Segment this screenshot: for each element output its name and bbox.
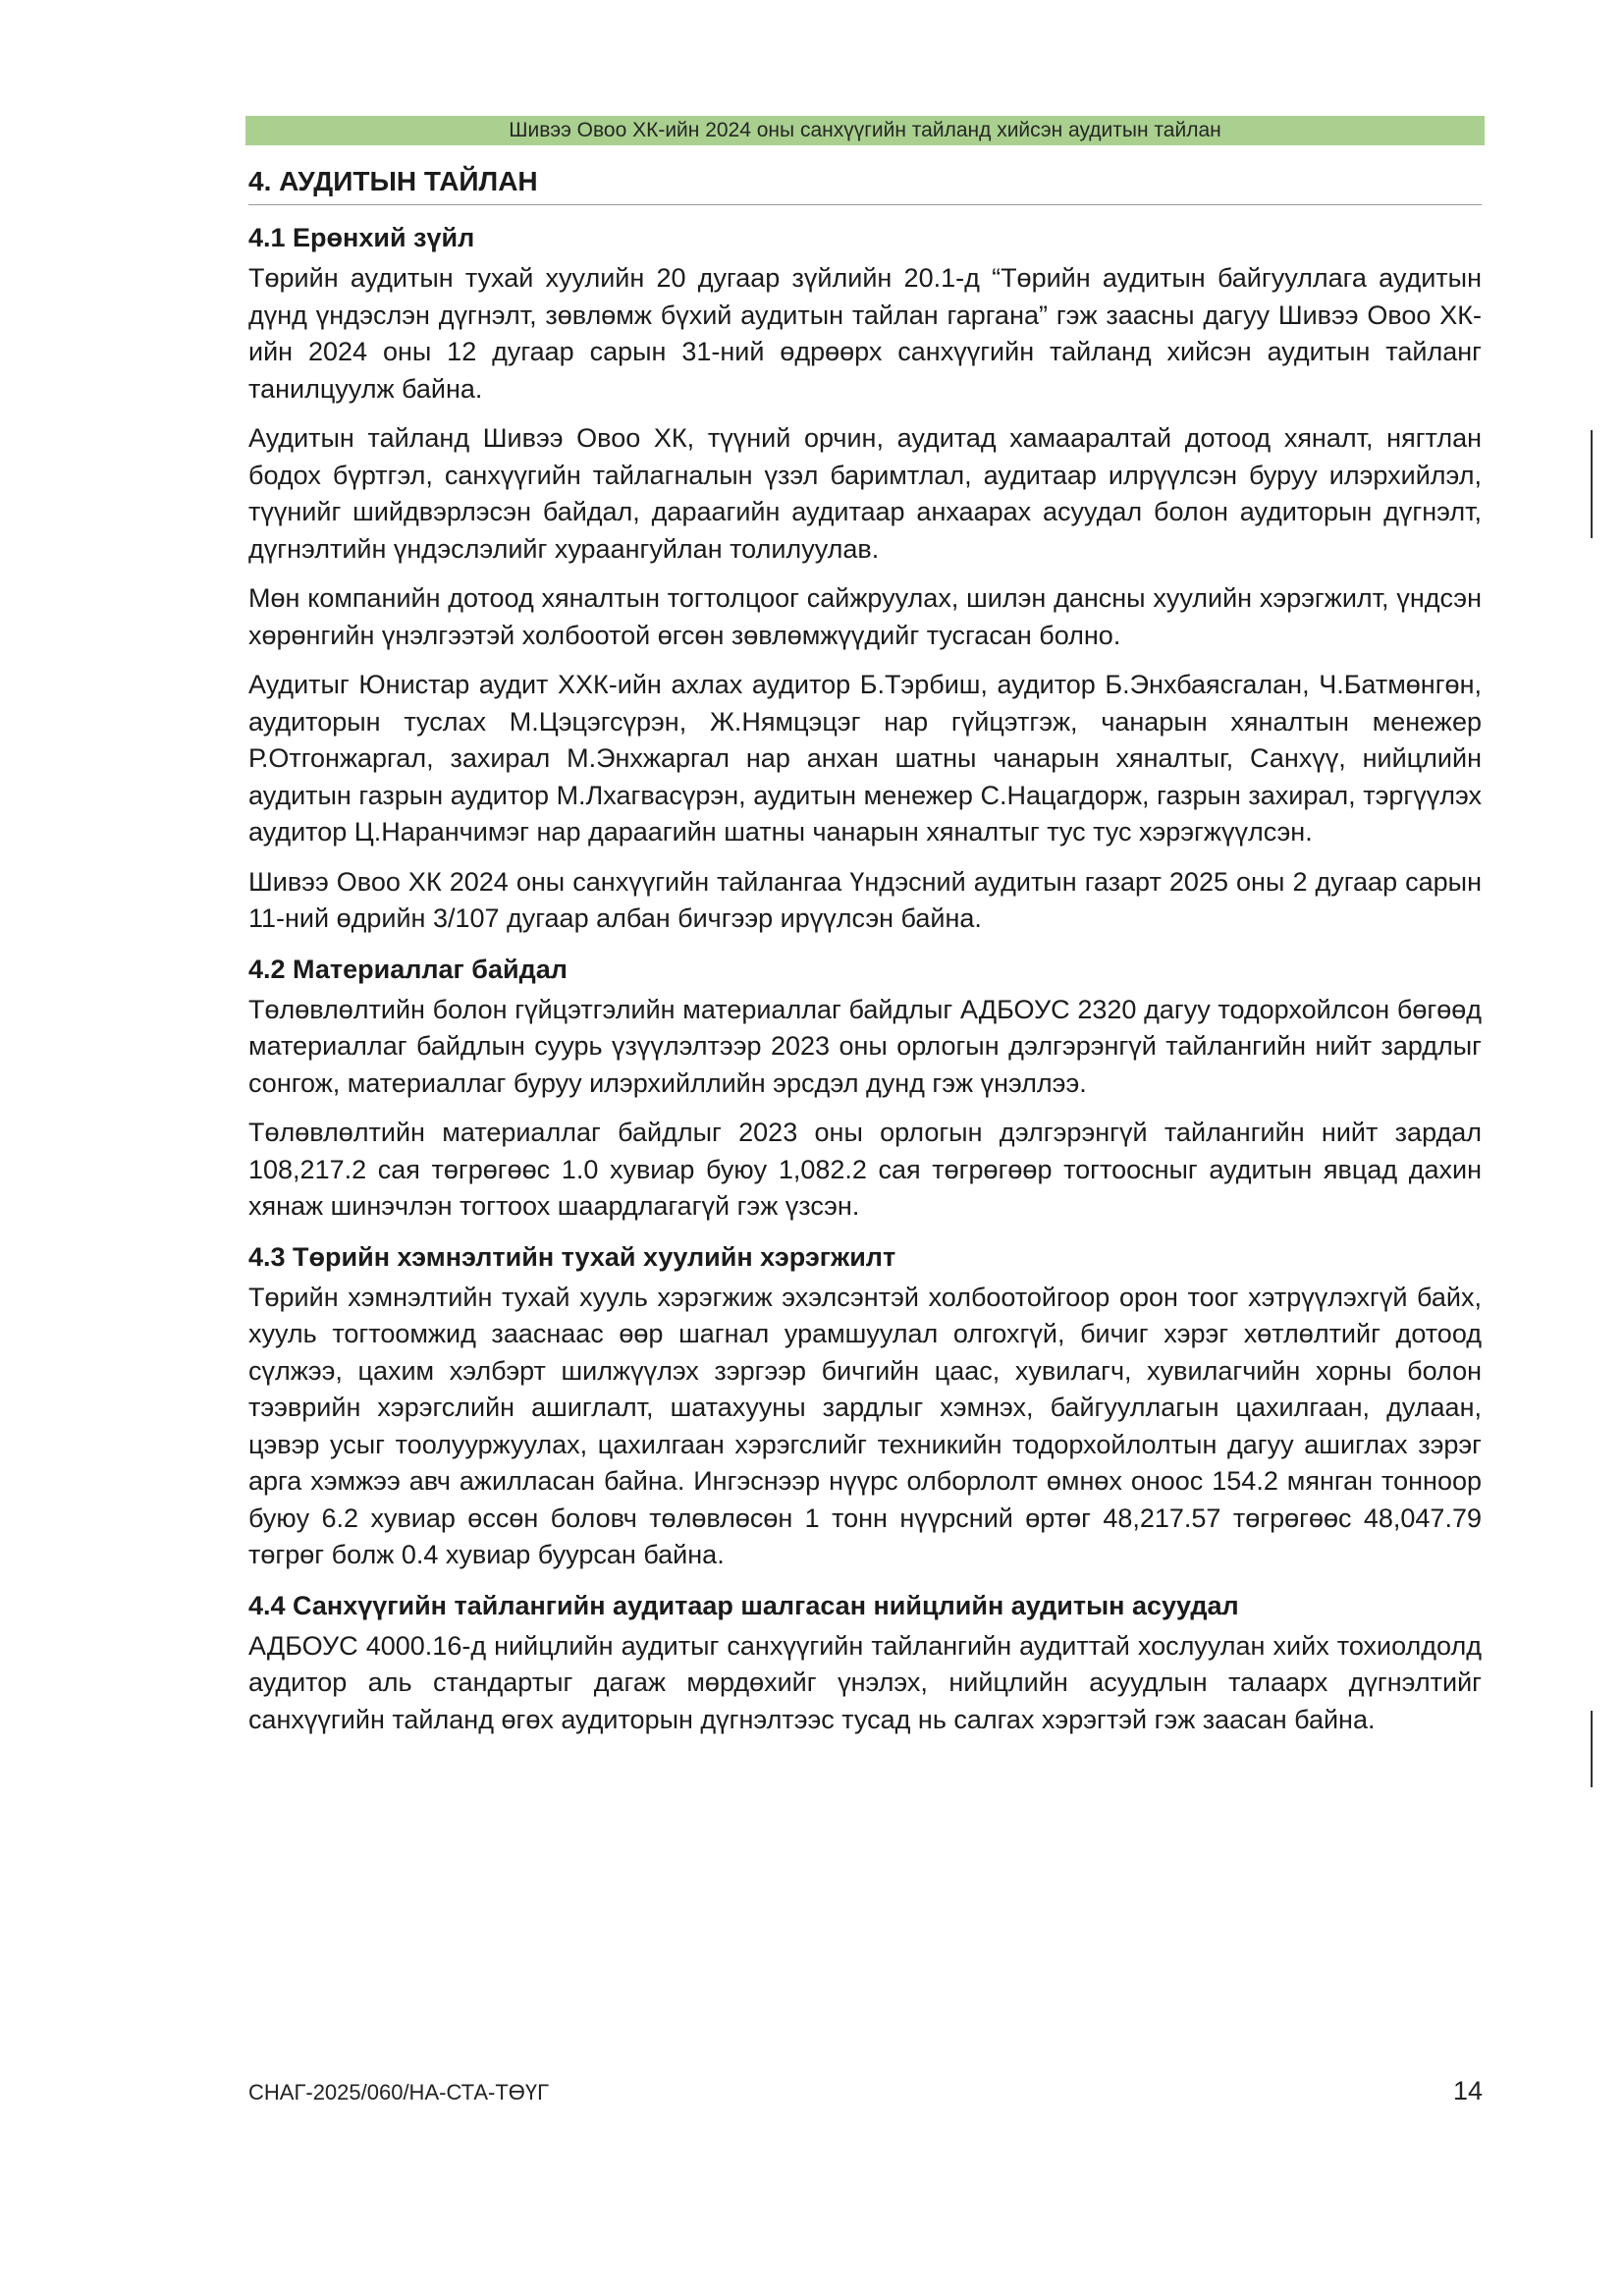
section-title-4-4: 4.4 Санхүүгийн тайлангийн аудитаар шалгасан нийцлийн аудитын асуудал xyxy=(248,1590,1239,1620)
paragraph: Төлөвлөлтийн материаллаг байдлыг 2023 оны орлогын дэлгэрэнгүй тайлангийн нийт зардал 108,217.2 сая төгрөгөөс 1.0 хувиар буюу 1,082.2 сая төгрөгөөр тогтоосныг аудитын явцад дахин хянаж шинэчлэн тогтоох шаардлагагүй гэж үзсэн. xyxy=(248,1118,1482,1221)
scan-edge-mark xyxy=(1591,1711,1593,1787)
paragraph: АДБОУС 4000.16-д нийцлийн аудитыг санхүүгийн тайлангийн аудиттай хослуулан хийх тохиолдолд аудитор аль стандартыг дагаж мөрдөхийг үнэлэх, нийцлийн асуудлын талаарх дүгнэлтийг санхүүгийн тайланд өгөх аудиторын дүгнэлтээс тусад нь салгах хэрэгтэй гэж заасан байна. xyxy=(248,1630,1482,1734)
paragraph: Мөн компанийн дотоод хяналтын тогтолцоог сайжруулах, шилэн дансны хуулийн хэрэгжилт, үндсэн хөрөнгийн үнэлгээтэй холбоотой өгсөн зөвлөмжүүдийг тусгасан болно. xyxy=(248,583,1482,650)
paragraph: Шивээ Овоо ХК 2024 оны санхүүгийн тайлангаа Үндэсний аудитын газарт 2025 оны 2 дугаар сарын 11-ний өдрийн 3/107 дугаар албан бичгээр ирүүлсэн байна. xyxy=(248,866,1482,933)
page-number: 14 xyxy=(1452,2076,1483,2105)
paragraph: Аудитыг Юнистар аудит ХХК-ийн ахлах аудитор Б.Тэрбиш, аудитор Б.Энхбаясгалан, Ч.Батмөнгөн, аудиторын туслах М.Цэцэгсүрэн, Ж.Нямцэцэг нар гүйцэтгэж, чанарын хяналтын менежер Р.Отгонжаргал, захирал М.Энхжаргал нар анхан шатны чанарын хяналтыг, Санхүү, нийцлийн аудитын газрын аудитор М.Лхагвасүрэн, аудитын менежер С.Нацагдорж, газрын захирал, тэргүүлэх аудитор Ц.Наранчимэг нар дараагийн шатны чанарын хяналтыг тус тус хэрэгжүүлсэн. xyxy=(248,670,1482,847)
paragraph: Төрийн аудитын тухай хуулийн 20 дугаар зүйлийн 20.1-д “Төрийн аудитын байгууллага аудитын дүнд үндэслэн дүгнэлт, зөвлөмж бүхий аудитын тайлан гаргана” гэж заасны дагуу Шивээ Овоо ХК-ийн 2024 оны 12 дугаар сарын 31-ний өдрөөрх санхүүгийн тайланд хийсэн аудитын тайланг танилцуулж байна. xyxy=(248,263,1482,404)
document-code: СНАГ-2025/060/НА-СТА-ТӨҮГ xyxy=(248,2080,550,2105)
paragraph: Аудитын тайланд Шивээ Овоо ХК, түүний орчин, аудитад хамааралтай дотоод хяналт, нягтлан бодох бүртгэл, санхүүгийн тайлагналын үзэл баримтлал, аудитаар илрүүлсэн буруу илэрхийлэл, түүнийг шийдвэрлэсэн байдал, дараагийн аудитаар анхаарах асуудал болон аудиторын дүгнэлт, дүгнэлтийн үндэслэлийг хураангуйлан толилуулав. xyxy=(248,423,1482,564)
paragraph: Төрийн хэмнэлтийн тухай хууль хэрэгжиж эхэлсэнтэй холбоотойгоор орон тоог хэтрүүлэхгүй байх, хууль тогтоомжид зааснаас өөр шагнал урамшуулал олгохгүй, бичиг хэрэг хөтлөлтийг дотоод сүлжээ, цахим хэлбэрт шилжүүлэх зэргээр бичгийн цаас, хувилагч, хувилагчийн хорны болон тээврийн хэрэгслийн ашиглалт, шатахууны зардлыг хэмнэх, байгууллагын цахилгаан, дулаан, цэвэр усыг тоолууржуулах, цахилгаан хэрэгслийг техникийн тодорхойлолтын дагуу ашиглах зэрэг арга хэмжээ авч ажилласан байна. Ингэснээр нүүрс олборлолт өмнөх оноос 154.2 мянган тонноор буюу 6.2 хувиар өссөн боловч төлөвлөсөн 1 тонн нүүрсний өртөг 48,217.57 төгрөгөөс 48,047.79 төгрөг болж 0.4 хувиар буурсан байна. xyxy=(248,1282,1482,1569)
section-title-4-1: 4.1 Ерөнхий зүйл xyxy=(248,223,475,252)
section-title-4-2: 4.2 Материаллаг байдал xyxy=(248,954,568,984)
running-header: Шивээ Овоо ХК-ийн 2024 оны санхүүгийн тайланд хийсэн аудитын тайлан xyxy=(245,116,1485,145)
page-content xyxy=(248,163,1482,1751)
scan-edge-mark xyxy=(1591,430,1593,538)
chapter-title: 4. АУДИТЫН ТАЙЛАН xyxy=(248,163,1482,205)
paragraph: Төлөвлөлтийн болон гүйцэтгэлийн материаллаг байдлыг АДБОУС 2320 дагуу тодорхойлсон бөгөөд материаллаг байдлын суурь үзүүлэлтээр 2023 оны орлогын дэлгэрэнгүй тайлангийн нийт зардлыг сонгож, материаллаг буруу илэрхийллийн эрсдэл дунд гэж үнэллээ. xyxy=(248,994,1482,1098)
section-title-4-3: 4.3 Төрийн хэмнэлтийн тухай хуулийн хэрэгжилт xyxy=(248,1241,896,1272)
